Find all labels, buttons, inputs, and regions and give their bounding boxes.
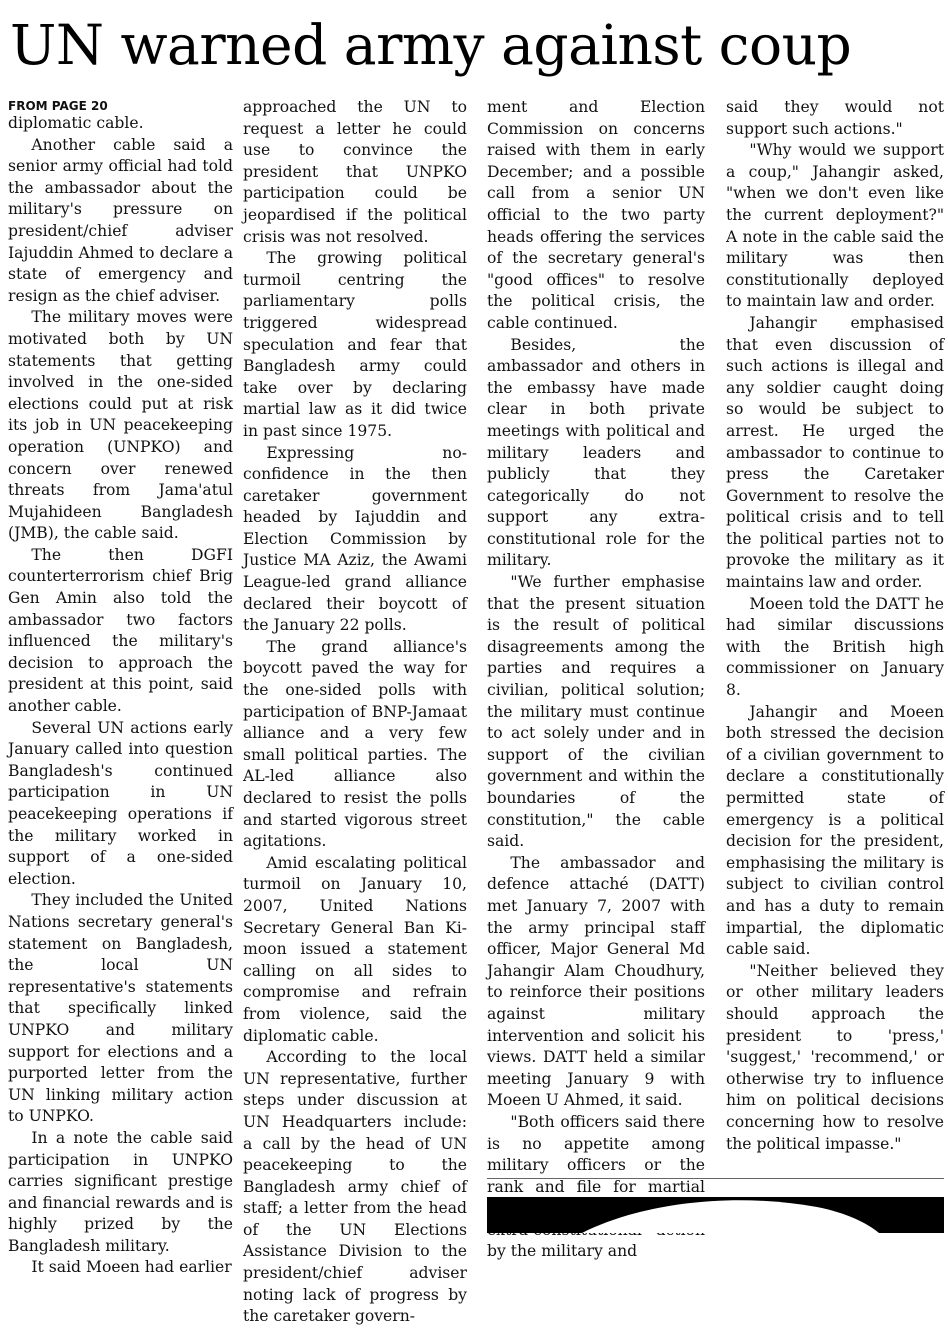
paragraph: said they would not support such actions.": [726, 98, 944, 138]
article-column-1: [8, 97, 233, 1279]
paragraph: The grand alliance's boycott paved the way for the one-sided polls with participation of BNP-Jamaat alliance and a very few small political parties. The AL-led alliance also declared to resist the polls and started vigorous street agitations.: [243, 637, 467, 851]
paragraph: Jahangir emphasised that even discussion of such actions is illegal and any soldier caught doing so would be subject to arrest. He urged the ambassador to continue to press the Caretaker Government to resolve the political crisis and to tell the political parties not to provoke the military as it maintains law and order.: [726, 313, 944, 592]
paragraph: Besides, the ambassador and others in the embassy have made clear in both private meetings with political and military leaders and publicly that they categorically do not support any extra-constitutional role for the military.: [487, 335, 705, 570]
paragraph: The growing political turmoil centring the parliamentary polls triggered widespread speculation and fear that Bangladesh army could take over by declaring martial law as it did twice in past since 1975.: [243, 249, 467, 440]
headline: UN warned army against coup: [10, 13, 852, 77]
paragraph: Another cable said a senior army official had told the ambassador about the military's pressure on president/chief adviser Iajuddin Ahmed to declare a state of emergency and resign as the chief adviser.: [8, 135, 233, 305]
paragraph: The ambassador and defence attaché (DATT) met January 7, 2007 with the army principal staff officer, Major General Md Jahangir Alam Choudhury, to reinforce their positions against military intervention and solicit his views. DATT held a similar meeting January 9 with Moeen U Ahmed, it said.: [487, 853, 705, 1110]
article-column-3: [487, 97, 705, 1263]
article-column-2: [243, 97, 467, 1328]
paragraph: The then DGFI counterterrorism chief Brig Gen Amin also told the ambassador two factors influenced the military's decision to approach the president at this point, said another cable.: [8, 545, 233, 716]
paragraph: According to the local UN representative, further steps under discussion at UN Headquarters include: a call by the head of UN peacekeeping to the Bangladesh army chief of staff; a letter from the head of the UN Elections Assistance Division to the president/chief adviser noting lack of progress by the caretaker govern-: [243, 1048, 467, 1326]
paragraph: Jahangir and Moeen both stressed the decision of a civilian government to declare a constitutionally permitted state of emergency is a political decision for the president, emphasising the military is subject to civilian control and has a duty to remain impartial, the diplomatic cable said.: [726, 702, 944, 959]
paragraph: "Why would we support a coup," Jahangir asked, "when we don't even like the current deployment?" A note in the cable said the military was then constitutionally deployed to maintain law and order.: [726, 141, 944, 311]
paragraph: They included the United Nations secretary general's statement on Bangladesh, the local UN representative's statements that specifically linked UNPKO and military support for elections and a purported letter from the UN linking military action to UNPKO.: [8, 891, 233, 1126]
photo-arc-shape: [487, 1197, 944, 1233]
paragraph: "Both officers said there is no appetite among military officers or the rank and file for martial by the military and: [487, 1112, 705, 1261]
article-column-4: [726, 97, 944, 1155]
section-divider: [487, 1178, 944, 1179]
paragraph: ment and Election Commission on concerns raised with them in early December; and a possible call from a senior UN official to the two party heads offering the services of the secretary general's "good offices" to resolve the political crisis, the cable continued.: [487, 98, 705, 332]
jump-line: FROM PAGE 20: [8, 99, 108, 113]
paragraph: Several UN actions early January called into question Bangladesh's continued participation in UN peacekeeping operations if the military worked in support of a one-sided election.: [8, 718, 233, 888]
paragraph: The military moves were motivated both by UN statements that getting involved in the one-sided elections could put at risk its job in UN peacekeeping operation (UNPKO) and concern over renewed threats from Jama'atul Mujahideen Bangladesh (JMB), the cable said.: [8, 308, 233, 543]
photo-fragment: [487, 1197, 944, 1233]
paragraph: "Neither believed they or other military leaders should approach the president to 'press,' 'suggest,' 'recommend,' or otherwise try to influence him on political decisions concerning how to resolve the political impasse.": [726, 961, 944, 1153]
paragraph: approached the UN to request a letter he could use to convince the president that UNPKO participation could be jeopardised if the political crisis was not resolved.: [243, 98, 467, 246]
paragraph: Moeen told the DATT he had similar discussions with the British high commissioner on January 8.: [726, 594, 944, 700]
paragraph: It said Moeen had earlier: [31, 1258, 232, 1277]
paragraph: Amid escalating political turmoil on January 10, 2007, United Nations Secretary General Ban Ki-moon issued a statement calling on all sides to compromise and refrain from violence, said the diplomatic cable.: [243, 853, 467, 1045]
paragraph: Expressing no-confidence in the then caretaker government headed by Iajuddin and Election Commission by Justice MA Aziz, the Awami League-led grand alliance declared their boycott of the January 22 polls.: [243, 443, 467, 635]
paragraph: "We further emphasise that the present situation is the result of political disagreements among the parties and requires a civilian, political solution; the military must continue to act solely under and in support of the civilian government and within the boundaries of the constitution," the cable said.: [487, 573, 705, 851]
paragraph: In a note the cable said participation in UNPKO carries significant prestige and financial rewards and is highly prized by the Bangladesh military.: [8, 1128, 233, 1255]
paragraph: diplomatic cable.: [8, 114, 144, 132]
